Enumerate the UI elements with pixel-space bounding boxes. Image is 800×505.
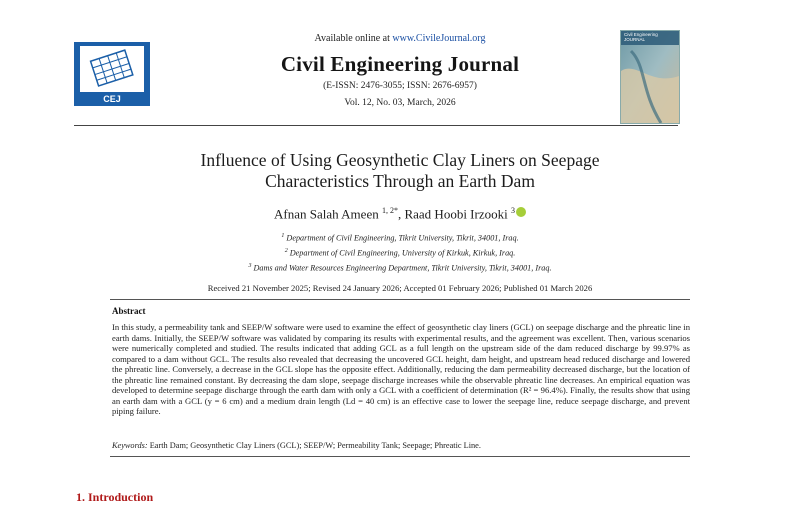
affiliation-number: 2 <box>284 248 288 254</box>
author-separator: , <box>397 206 405 222</box>
affiliation-text: Dams and Water Resources Engineering Department, Tikrit University, Tikrit, 34001, Iraq. <box>251 263 552 273</box>
availability-prefix: Available online at <box>314 33 393 44</box>
affiliation-number: 1 <box>281 233 285 239</box>
abstract-heading: Abstract <box>112 306 146 316</box>
keywords-line <box>112 441 690 450</box>
affiliation-text: Department of Civil Engineering, Tikrit University, Tikrit, 34001, Iraq. <box>284 233 519 243</box>
header-divider <box>74 125 678 126</box>
keywords-list: Earth Dam; Geosynthetic Clay Liners (GCL); SEEP/W; Permeability Tank; Seepage; Phreatic Line. <box>147 441 481 450</box>
abstract-bottom-divider <box>110 456 690 457</box>
article-title <box>100 150 700 192</box>
author-affiliation-marker: 1, 2* <box>381 206 398 215</box>
keywords-label: Keywords: <box>112 441 148 450</box>
abstract-body: In this study, a permeability tank and SEEP/W software were used to examine the effect of geosynthetic clay liners (GCL) on seepage discharge and the phreatic line in earth dams. Initially, the SEEP/W software was validated by comparing its results with experimental results, and the agreement was excellent. Then, various scenarios were numerically completed and studied. The results indicated that adding GCL as a full length on the upstream side of the dam reduced discharge by 99.97% as compared to a dam without GCL. The results also revealed that decreasing the uncovered GCL height, dam height, and upstream head reduced discharge and lowered the phreatic line. Conversely, a decrease in the GCL slope has the opposite effect. Additionally, reducing the dam permeability decreased discharge, but the location of the phreatic line remained constant. By decreasing the dam slope, seepage discharge increases while the observable phreatic line decreases. An empirical equation was developed to determine seepage discharge through the earth dam with only a GCL with a coefficient of determination (R² = 96.4%). Finally, the results show that using an earth dam with a GCL (y = 6 cm) and a medium drain length (Ld = 40 cm) is an effective case to lower the seepage line, reduce seepage discharge, and prevent piping failure. <box>112 322 690 416</box>
section-heading-introduction: 1. Introduction <box>76 490 154 504</box>
cover-title-line2: JOURNAL <box>624 37 646 42</box>
availability-line <box>0 33 800 44</box>
affiliation-text: Department of Civil Engineering, University of Kirkuk, Kirkuk, Iraq. <box>287 248 516 258</box>
author-list <box>0 206 800 222</box>
abstract-top-divider <box>110 299 690 300</box>
affiliation <box>0 263 800 273</box>
cover-title-line1: Civil Engineering <box>624 32 658 37</box>
author-name: Afnan Salah Ameen <box>274 206 379 222</box>
author-name: Raad Hoobi Irzooki <box>404 206 508 222</box>
affiliation <box>0 248 800 258</box>
orcid-icon[interactable] <box>516 207 526 217</box>
affiliation-number: 3 <box>248 263 252 269</box>
article-title-line2: Characteristics Through an Earth Dam <box>265 171 535 191</box>
journal-cover-image <box>620 30 680 124</box>
affiliation <box>0 233 800 243</box>
logo-text: CEJ <box>103 94 121 104</box>
journal-issn: (E-ISSN: 2476-3055; ISSN: 2676-6957) <box>323 81 477 91</box>
author-affiliation-marker: 3 <box>510 206 515 215</box>
article-dates: Received 21 November 2025; Revised 24 January 2026; Accepted 01 February 2026; Published 01 March 2026 <box>207 283 593 293</box>
journal-volume: Vol. 12, No. 03, March, 2026 <box>344 98 456 108</box>
journal-website-link[interactable]: www.CivileJournal.org <box>392 33 486 44</box>
journal-title: Civil Engineering Journal <box>280 52 520 76</box>
article-title-line1: Influence of Using Geosynthetic Clay Liners on Seepage <box>200 150 600 170</box>
